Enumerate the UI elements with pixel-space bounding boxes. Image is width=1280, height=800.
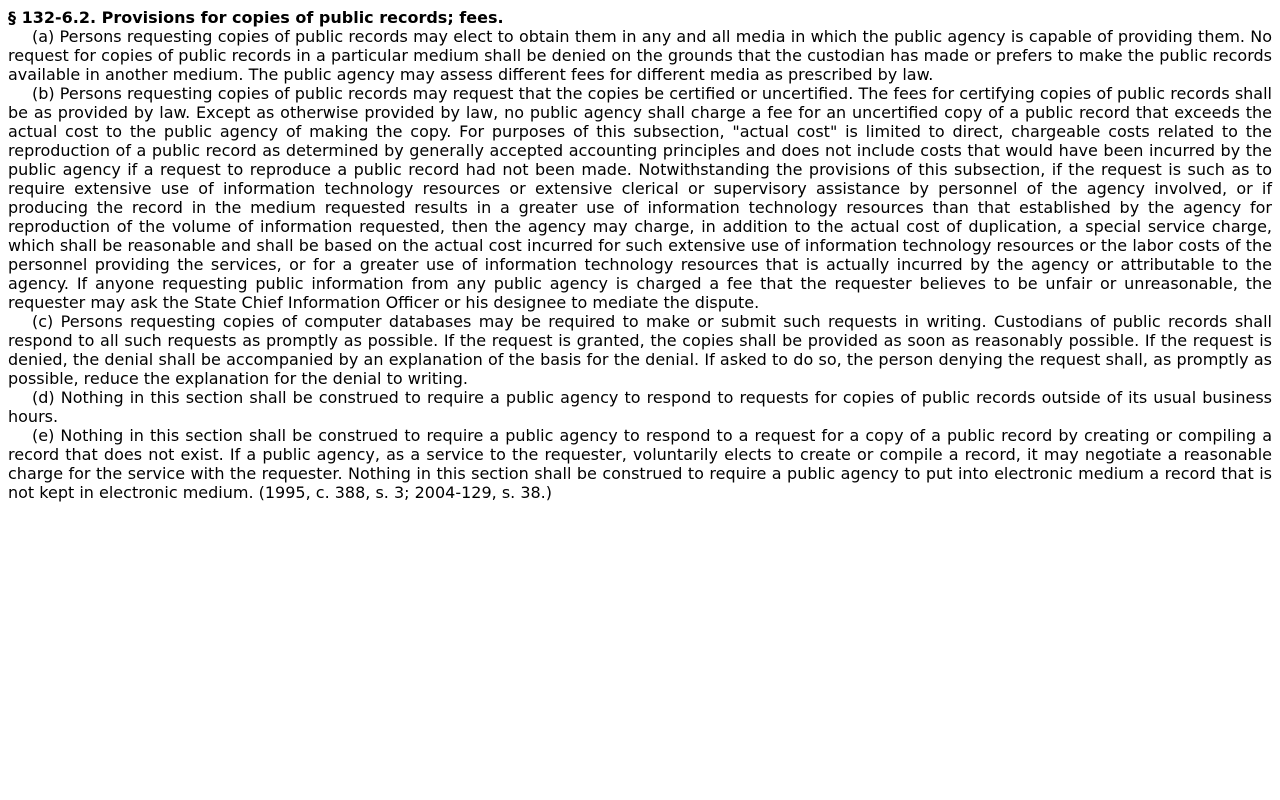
subsection-c: (c) Persons requesting copies of computer databases may be required to make or submit such requests in writing. Custodians of public records shall respond to all such requests as promptly as possible. If the request is granted, the copies shall be provided as soon as reasonably possible. If the request is denied, the denial shall be accompanied by an explanation of the basis for the denial. If asked to do so, the person denying the request shall, as promptly as possible, reduce the explanation for the denial to writing. (8, 312, 1272, 388)
subsection-d: (d) Nothing in this section shall be construed to require a public agency to respond to requests for copies of public records outside of its usual business hours. (8, 388, 1272, 426)
subsection-b: (b) Persons requesting copies of public records may request that the copies be certified or uncertified. The fees for certifying copies of public records shall be as provided by law. Except as otherwise provided by law, no public agency shall charge a fee for an uncertified copy of a public record that exceeds the actual cost to the public agency of making the copy. For purposes of this subsection, "actual cost" is limited to direct, chargeable costs related to the reproduction of a public record as determined by generally accepted accounting principles and does not include costs that would have been incurred by the public agency if a request to reproduce a public record had not been made. Notwithstanding the provisions of this subsection, if the request is such as to require extensive use of information technology resources or extensive clerical or supervisory assistance by personnel of the agency involved, or if producing the record in the medium requested results in a greater use of information technology resources than that established by the agency for reproduction of the volume of information requested, then the agency may charge, in addition to the actual cost of duplication, a special service charge, which shall be reasonable and shall be based on the actual cost incurred for such extensive use of information technology resources or the labor costs of the personnel providing the services, or for a greater use of information technology resources that is actually incurred by the agency or attributable to the agency. If anyone requesting public information from any public agency is charged a fee that the requester believes to be unfair or unreasonable, the requester may ask the State Chief Information Officer or his designee to mediate the dispute. (8, 84, 1272, 312)
subsection-e: (e) Nothing in this section shall be construed to require a public agency to respond to a request for a copy of a public record by creating or compiling a record that does not exist. If a public agency, as a service to the requester, voluntarily elects to create or compile a record, it may negotiate a reasonable charge for the service with the requester. Nothing in this section shall be construed to require a public agency to put into electronic medium a record that is not kept in electronic medium. (1995, c. 388, s. 3; 2004-129, s. 38.) (8, 426, 1272, 502)
section-heading: § 132-6.2. Provisions for copies of public records; fees. (8, 8, 504, 27)
subsection-a: (a) Persons requesting copies of public records may elect to obtain them in any and all media in which the public agency is capable of providing them. No request for copies of public records in a particular medium shall be denied on the grounds that the custodian has made or prefers to make the public records available in another medium. The public agency may assess different fees for different media as prescribed by law. (8, 27, 1272, 84)
statute-document (8, 8, 1272, 502)
